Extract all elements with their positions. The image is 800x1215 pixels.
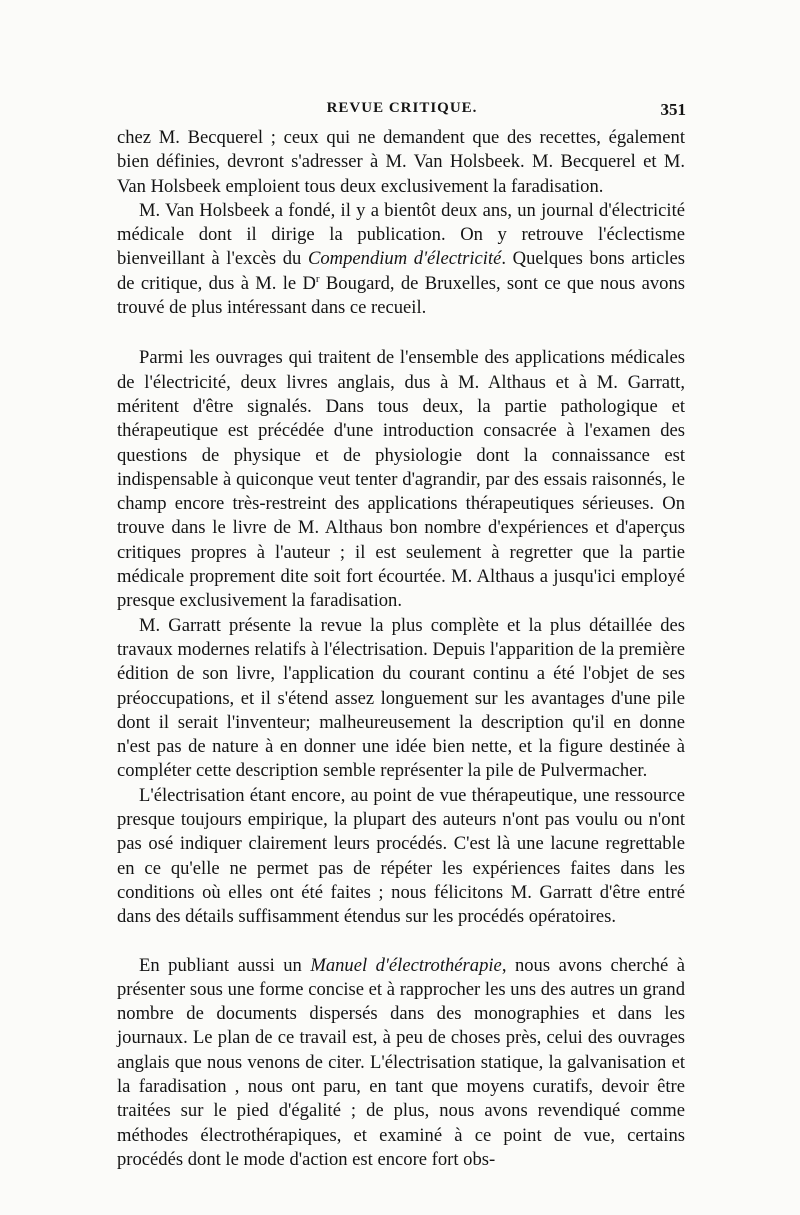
running-head [118,100,686,124]
paragraph-2-text-c: Bougard, de Bruxelles, sont ce que nous avons trouvé de plus intéressant dans ce recueil. [117,272,685,319]
paragraph-2-text-a: M. Van Holsbeek a fondé, il y a bientôt deux ans, un journal d'électricité médicale dont il dirige la publication. On y retrouve l'éclectisme bienveillant à l'excès du [117,199,685,270]
paragraph-6-text-b: , nous avons cherché à présenter sous une forme concise et à rapprocher les uns des autres un grand nombre de documents dispersés dans des monographies et dans les journaux. Le plan de ce travail est, à peu de choses près, celui des ouvrages anglais que nous venons de citer. L'électrisation statique, la galvanisation et la faradisation , nous ont paru, en tant que moyens curatifs, devoir être traitées sur le pied d'égalité ; de plus, nous avons revendiqué comme méthodes électrothérapiques, et examiné à ce point de vue, certains procédés dont le mode d'action est encore fort obs- [117,954,685,1170]
paragraph-2-superscript: r [315,272,320,285]
paragraph-5: L'électrisation étant encore, au point de vue thérapeutique, une ressource presque toujours empirique, la plupart des auteurs n'ont pas voulu ou n'ont pas osé indiquer clairement leurs procédés. C'est là une lacune regrettable en ce qu'elle ne permet pas de répéter les expériences faites dans les conditions où elles ont été faites ; nous félicitons M. Garratt d'être entré dans des détails suffisamment étendus sur les procédés opératoires. [117,784,685,928]
paragraph-6-italic-title: Manuel d'électrothérapie [310,954,502,976]
paragraph-2-italic-title: Compendium d'électricité [307,248,502,270]
paragraph-6-text-a: En publiant aussi un [139,954,311,976]
paragraph-2 [117,199,685,320]
paragraph-1: chez M. Becquerel ; ceux qui ne demandent que des recettes, également bien définies, devront s'adresser à M. Van Holsbeek. M. Becquerel et M. Van Holsbeek emploient tous deux exclusivement la faradisation. [117,127,685,197]
body-text [117,126,685,1172]
running-title: REVUE CRITIQUE. [326,100,478,116]
paragraph-3: Parmi les ouvrages qui traitent de l'ensemble des applications médicales de l'électricité, deux livres anglais, dus à M. Althaus et à M. Garratt, méritent d'être signalés. Dans tous deux, la partie pathologique et thérapeutique est précédée d'une introduction consacrée à l'examen des questions de physique et de physiologie dont la connaissance est indispensable à quiconque veut tenter d'agrandir, par des essais raisonnés, le champ encore très-restreint des applications thérapeutiques sérieuses. On trouve dans le livre de M. Althaus bon nombre d'expériences et d'aperçus critiques propres à l'auteur ; il est seulement à regretter que la partie médicale proprement dite soit fort écourtée. M. Althaus a jusqu'ici employé presque exclusivement la faradisation. [117,347,685,612]
page-number: 351 [660,100,686,119]
paragraph-4: M. Garratt présente la revue la plus complète et la plus détaillée des travaux modernes relatifs à l'électrisation. Depuis l'apparition de la première édition de son livre, l'application du courant continu a été l'objet de ses préoccupations, et il s'étend assez longuement sur les avantages d'une pile dont il serait l'inventeur; malheureusement la description qu'il en donne n'est pas de nature à en donner une idée bien nette, et la figure destinée à compléter cette description semble représenter la pile de Pulvermacher. [117,614,685,782]
paragraph-6 [117,954,685,1173]
paragraph-2-text-b: . Quelques bons articles de critique, dus à M. le D [117,248,685,294]
